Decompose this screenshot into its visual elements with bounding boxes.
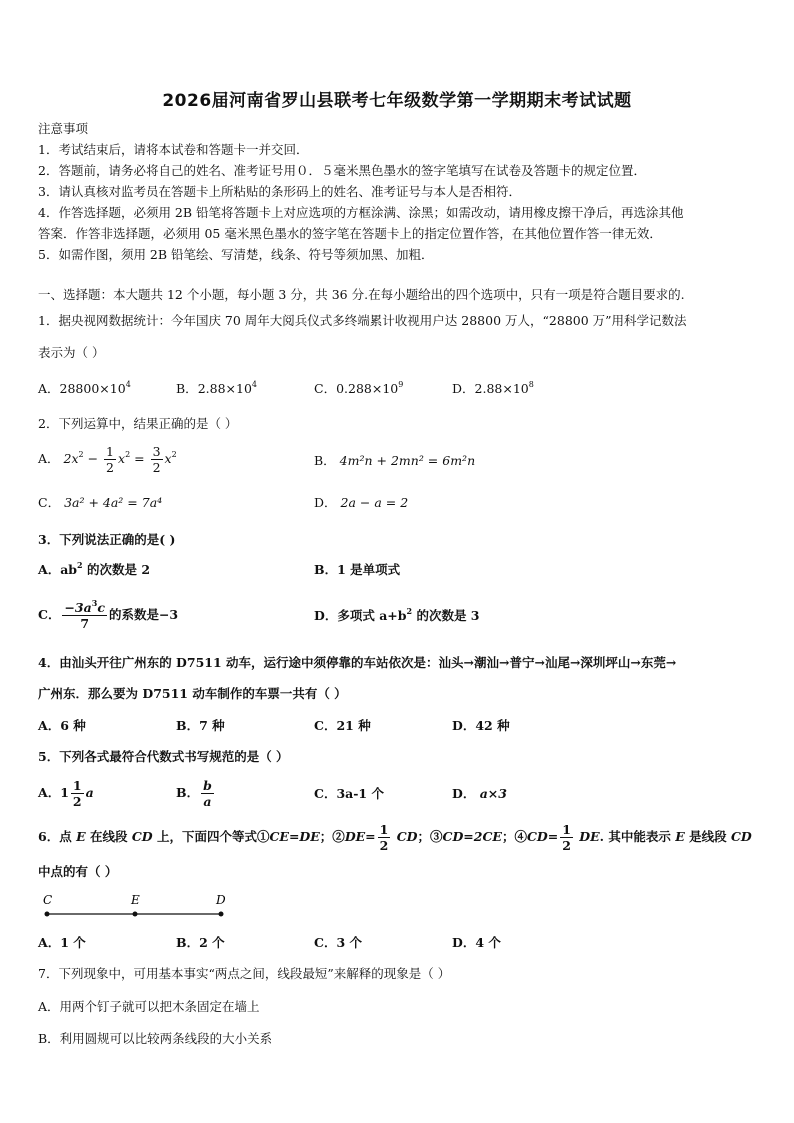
point-d (219, 912, 224, 917)
q3-option-a: A．$ab^2$ 的次数是 2 (38, 560, 151, 577)
q2-option-a: A． $2x^2$ − $\frac{1}{2}$ $x^2$ = $\frac{3}{2}$ $x^2$ (38, 444, 177, 475)
q5-option-c: C．3a-1 个 (314, 786, 384, 801)
notice-item: 5．如需作图，须用 2B 铅笔绘、写清楚，线条、符号等须加黑、加粗． (38, 247, 434, 262)
q7-option-a: A．用两个钉子就可以把木条固定在墙上 (38, 999, 260, 1014)
q1-option-d: D．$2.88\times 10^8$ (452, 380, 534, 396)
q2-option-c: C． 3a² + 4a² = 7a⁴ (38, 495, 163, 510)
point-label-c: C (43, 893, 53, 907)
q3-option-d: D．多项式 $a+b^2$ 的次数是 3 (314, 606, 480, 623)
notice-item: 4．作答选择题，必须用 2B 铅笔将答题卡上对应选项的方框涂满、涂黑；如需改动，请用橡皮擦干净后，再选涂其他 (38, 205, 684, 220)
point-label-e: E (131, 893, 140, 907)
q4-option-a: A．6 种 (38, 718, 86, 733)
q1-option-a: A．$28800\times 10^4$ (38, 380, 131, 396)
q2-option-d: D． 2a − a = 2 (314, 495, 409, 510)
q6-option-d: D．4 个 (452, 935, 501, 950)
notice-heading: 注意事项 (38, 121, 89, 136)
notice-item: 1．考试结束后，请将本试卷和答题卡一并交回． (38, 142, 309, 157)
question-4-stem-cont: 广州东．那么要为 D7511 动车制作的车票一共有（ ） (38, 686, 347, 701)
question-4-stem: 4．由汕头开往广州东的 D7511 动车，运行途中须停靠的车站依次是：汕头→潮汕→普宁→汕尾→深圳坪山→东莞→ (38, 655, 677, 670)
q2-option-b: B． 4m²n + 2mn² = 6m²n (314, 453, 476, 468)
question-5-stem: 5．下列各式最符合代数式书写规范的是（ ） (38, 749, 289, 764)
question-6-stem: 6．点 E 在线段 CD 上，下面四个等式①CE=DE；②DE= $\frac{1}{2}$ CD；③CD=2CE；④CD= $\frac{1}{2}$ DE. 其中能表示 E 是线段 CD (38, 822, 752, 853)
question-2-stem: 2．下列运算中，结果正确的是（ ） (38, 416, 238, 431)
question-7-stem: 7．下列现象中，可用基本事实“两点之间，线段最短”来解释的现象是（ ） (38, 966, 451, 981)
q5-option-a: A．1 $\frac{1}{2}$ a (38, 778, 94, 809)
q5-option-b: B． $\frac{b}{a}$ (176, 778, 212, 809)
page-title: 2026届河南省罗山县联考七年级数学第一学期期末考试试题 (162, 91, 632, 111)
point-c (45, 912, 50, 917)
section-heading: 一、选择题：本大题共 12 个小题，每小题 3 分，共 36 分.在每小题给出的四个选项中，只有一项是符合题目要求的. (38, 287, 685, 302)
q1-option-b: B．$2.88\times 10^4$ (176, 380, 257, 396)
notice-item: 2．答题前，请务必将自己的姓名、准考证号用０．５毫米黑色墨水的签字笔填写在试卷及答题卡的规定位置． (38, 163, 646, 178)
q4-option-d: D．42 种 (452, 718, 510, 733)
q6-option-c: C．3 个 (314, 935, 362, 950)
notice-item: 答案．作答非选择题，必须用 05 毫米黑色墨水的签字笔在答题卡上的指定位置作答，在其他位置作答一律无效． (38, 226, 662, 241)
question-1-stem-cont: 表示为（ ） (38, 345, 105, 360)
point-e (133, 912, 138, 917)
q3-option-c: C． $\frac{-3a^3c}{7}$ 的系数是−3 (38, 598, 179, 631)
question-6-stem-cont: 中点的有（ ） (38, 864, 118, 879)
segment-figure (38, 890, 238, 922)
q4-option-b: B．7 种 (176, 718, 225, 733)
q6-option-a: A．1 个 (38, 935, 86, 950)
q7-option-b: B．利用圆规可以比较两条线段的大小关系 (38, 1031, 273, 1046)
point-label-d: D (216, 893, 226, 907)
question-1-stem: 1．据央视网数据统计：今年国庆 70 周年大阅兵仪式多终端累计收视用户达 28800 万人，“28800 万”用科学记数法 (38, 313, 687, 328)
q4-option-c: C．21 种 (314, 718, 371, 733)
q1-option-c: C．$0.288\times 10^9$ (314, 380, 404, 396)
q5-option-d: D． a×3 (452, 786, 507, 801)
q6-option-b: B．2 个 (176, 935, 225, 950)
q3-option-b: B．1 是单项式 (314, 562, 401, 577)
notice-item: 3．请认真核对监考员在答题卡上所粘贴的条形码上的姓名、准考证号与本人是否相符． (38, 184, 521, 199)
question-3-stem: 3．下列说法正确的是( ) (38, 532, 176, 547)
